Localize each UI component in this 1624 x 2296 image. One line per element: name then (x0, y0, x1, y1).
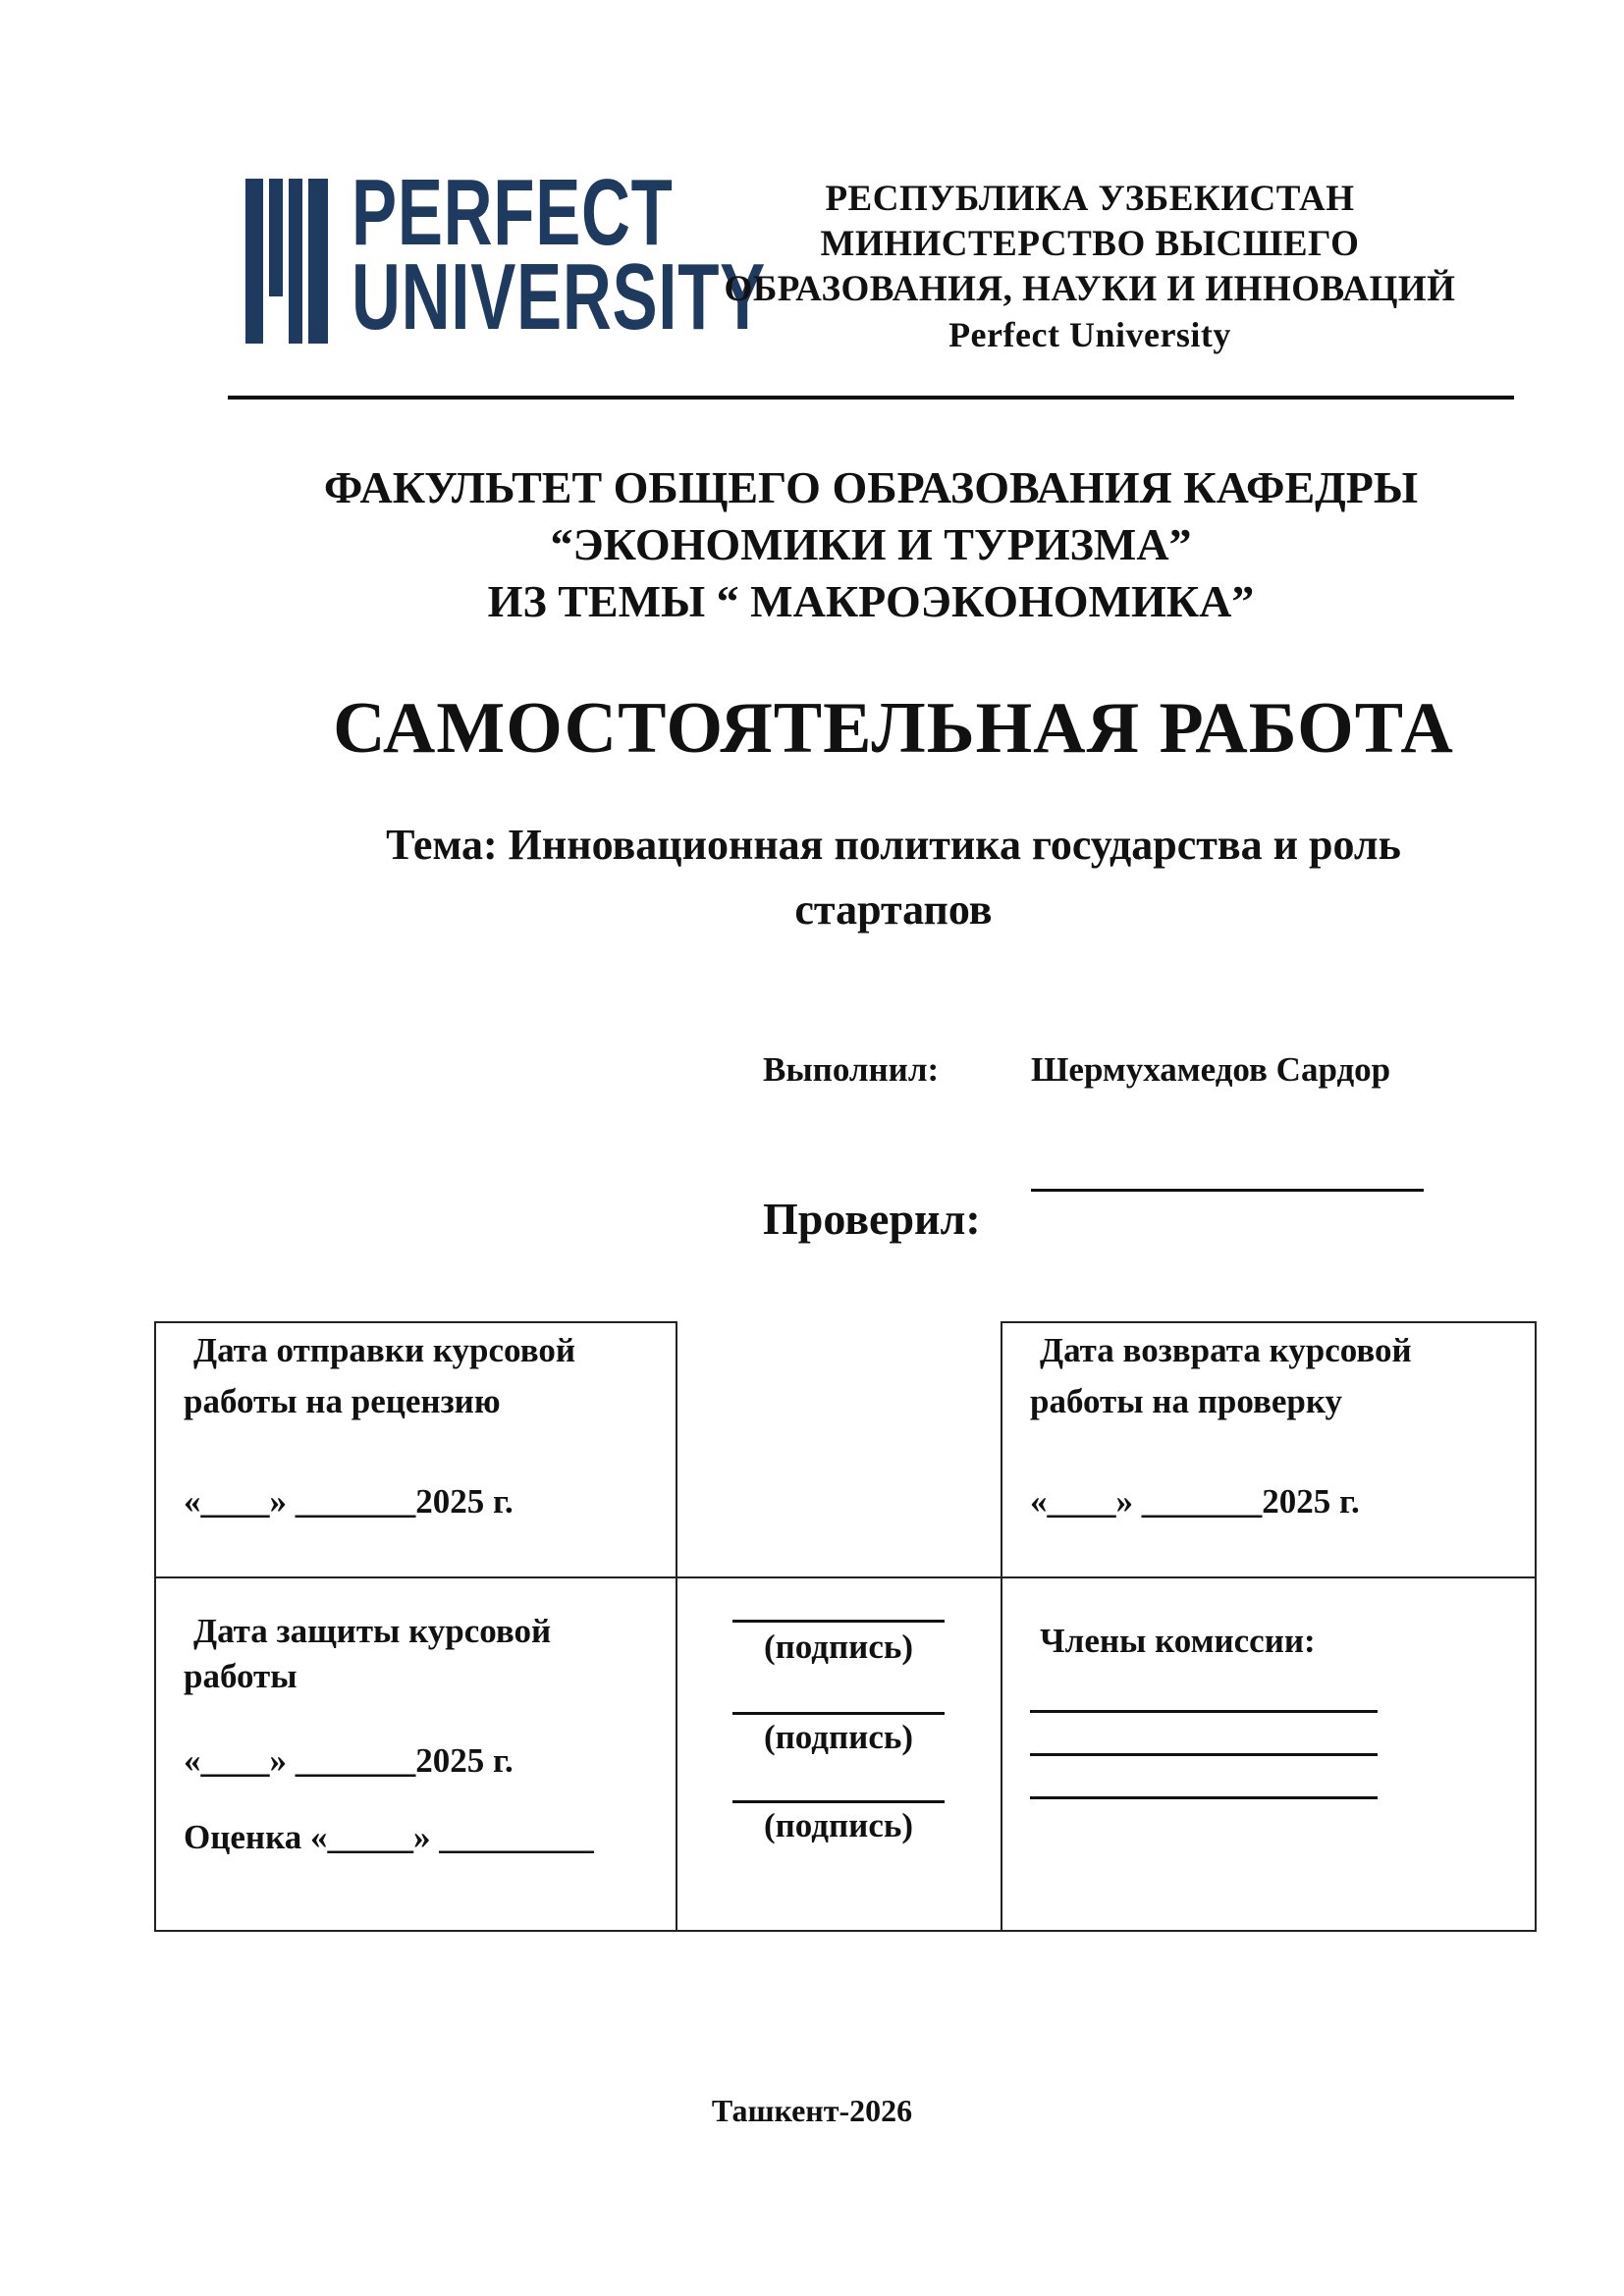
signature-label-3: (подпись) (763, 1806, 914, 1844)
faculty-block (228, 459, 1514, 630)
author-name: Шермухамедов Сардор (1031, 1050, 1391, 1089)
faculty-line-1: ФАКУЛЬТЕТ ОБЩЕГО ОБРАЗОВАНИЯ КАФЕДРЫ (323, 462, 1419, 512)
city-year: Ташкент-2026 (711, 2093, 913, 2128)
university-logo (245, 160, 766, 349)
return-line-2: работы на проверку (1030, 1382, 1343, 1420)
ministry-line-ministry: МИНИСТЕРСТВО ВЫСШЕГО (820, 224, 1360, 264)
faculty-line-3: ИЗ ТЕМЫ “ МАКРОЭКОНОМИКА” (487, 576, 1255, 626)
work-title: САМОСТОЯТЕЛЬНАЯ РАБОТА (333, 688, 1454, 769)
header-divider (228, 396, 1514, 400)
return-date-field: «____» _______2025 г. (1030, 1482, 1360, 1521)
topic-line-2: стартапов (794, 885, 993, 934)
cell-return-date (1001, 1321, 1537, 1578)
signature-label-1: (подпись) (763, 1628, 914, 1666)
defense-date-field: «____» _______2025 г. (184, 1741, 514, 1780)
checker-name-line (1031, 1189, 1424, 1192)
faculty-line-2: “ЭКОНОМИКИ И ТУРИЗМА” (550, 519, 1192, 569)
send-line-2: работы на рецензию (184, 1382, 501, 1420)
signature-label-2: (подпись) (763, 1718, 914, 1756)
review-table (154, 1321, 1535, 1932)
author-label: Выполнил: (763, 1050, 940, 1089)
commission-member-line-2 (1030, 1753, 1378, 1756)
return-line-1: Дата возврата курсовой (1040, 1331, 1412, 1369)
ministry-line-university: Perfect University (948, 315, 1231, 354)
signature-line-3 (732, 1800, 945, 1803)
grade-field: Оценка «_____» _________ (184, 1818, 594, 1856)
cell-signatures (676, 1576, 1002, 1932)
cell-send-date (154, 1321, 677, 1578)
ministry-header (687, 177, 1492, 357)
topic-line-1: Тема: Инновационная политика государства и роль (386, 821, 1401, 869)
send-line-1: Дата отправки курсовой (193, 1331, 576, 1369)
commission-member-line-3 (1030, 1796, 1378, 1799)
checker-label: Проверил: (763, 1194, 981, 1244)
logo-bars-icon (245, 179, 328, 344)
commission-member-line-1 (1030, 1710, 1378, 1713)
cell-defense (154, 1576, 677, 1932)
logo-line-university: UNIVERSITY (352, 244, 766, 349)
ministry-line-education: ОБРАЗОВАНИЯ, НАУКИ И ИННОВАЦИЙ (724, 269, 1456, 309)
logo-line-perfect: PERFECT (352, 160, 674, 265)
cell-top-middle (676, 1321, 1002, 1578)
defense-line-2: работы (184, 1657, 298, 1695)
cell-commission (1001, 1576, 1537, 1932)
send-date-field: «____» _______2025 г. (184, 1482, 514, 1521)
topic-block (295, 813, 1492, 942)
commission-label: Члены комиссии: (1040, 1622, 1316, 1660)
ministry-line-republic: РЕСПУБЛИКА УЗБЕКИСТАН (825, 179, 1355, 219)
defense-line-1: Дата защиты курсовой (193, 1612, 552, 1650)
signature-line-1 (732, 1620, 945, 1623)
signature-line-2 (732, 1712, 945, 1715)
